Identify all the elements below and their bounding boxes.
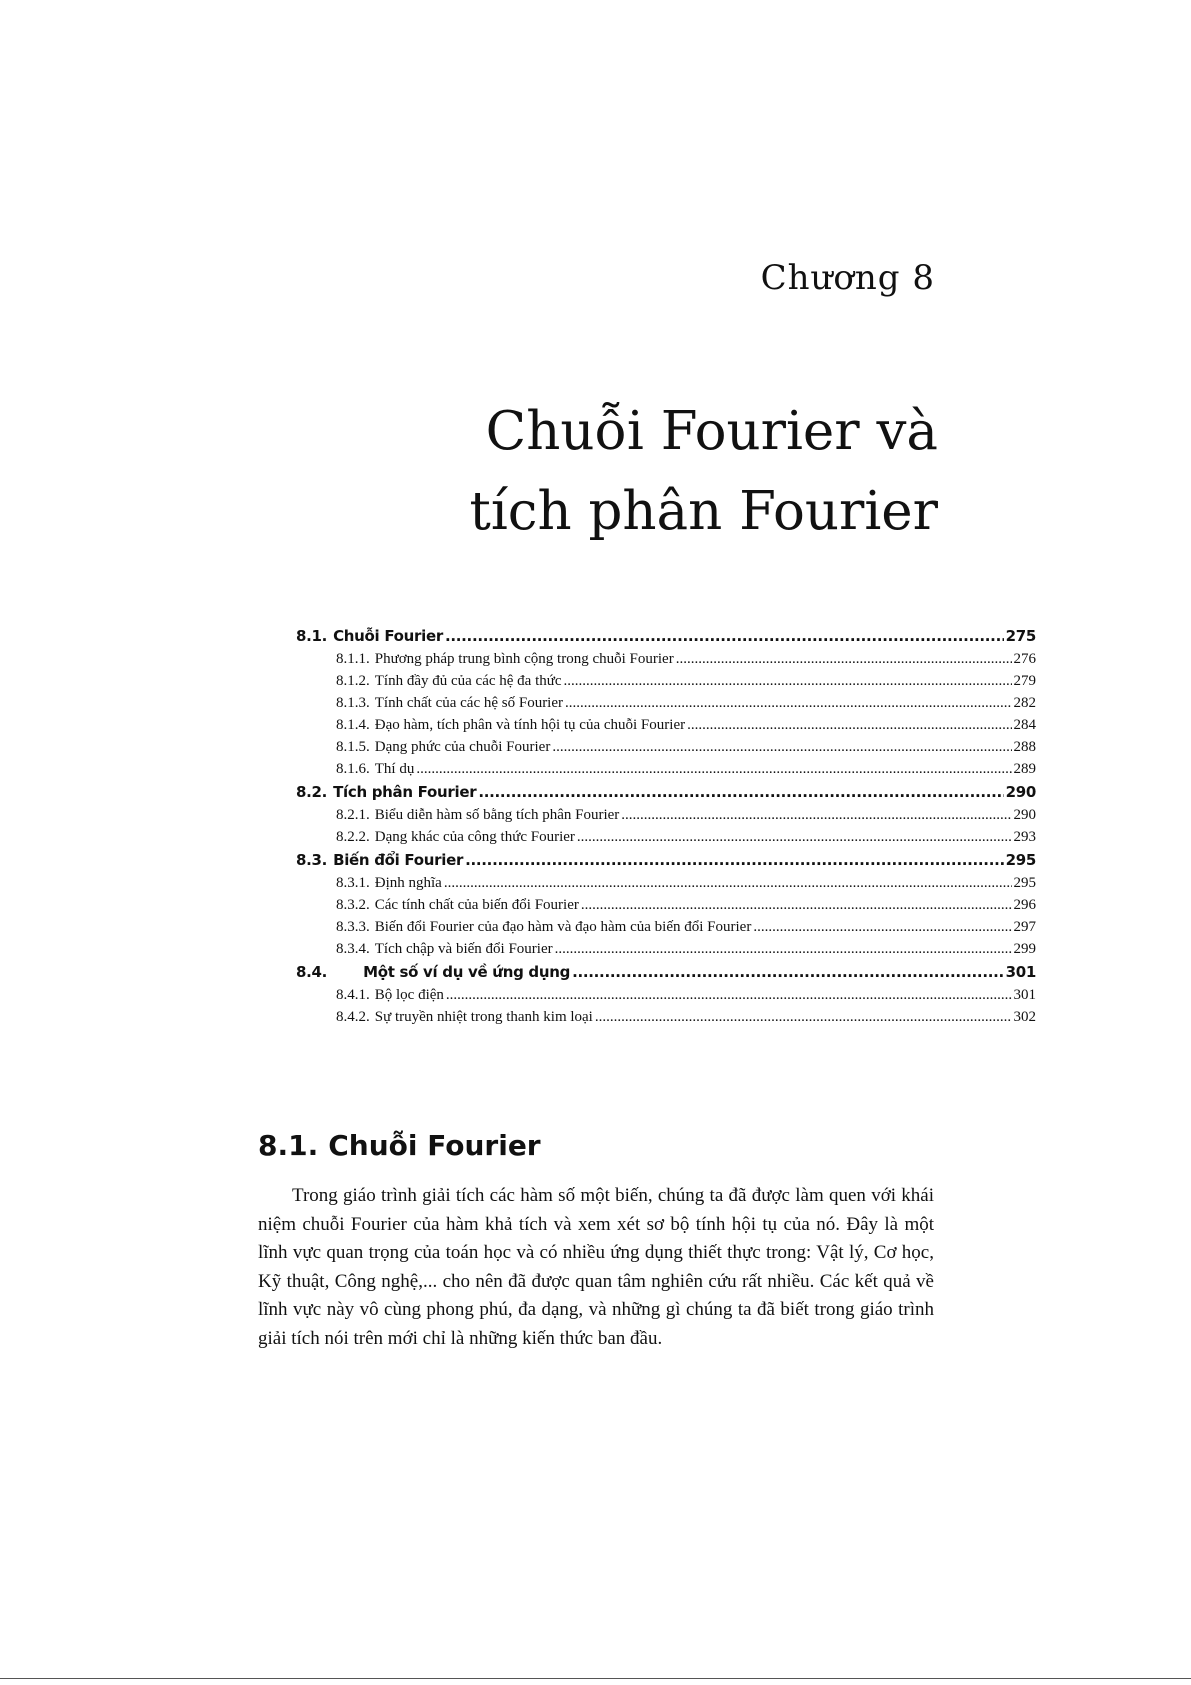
toc-section-number: 8.1.: [296, 627, 328, 645]
toc-subsection-title: Biến đổi Fourier của đạo hàm và đạo hàm của biến đổi Fourier: [374, 919, 752, 935]
toc-leader: [676, 648, 1012, 670]
toc-leader: [577, 826, 1012, 848]
toc-subsection[interactable]: [296, 736, 1036, 758]
toc-leader: [621, 804, 1011, 826]
toc-leader: [565, 692, 1011, 714]
toc-subsection-number: 8.3.3.: [336, 919, 370, 935]
toc-subsection[interactable]: [296, 648, 1036, 670]
toc-subsection-number: 8.2.2.: [336, 829, 370, 845]
toc-section-number: 8.2.: [296, 783, 328, 801]
toc-subsection-title: Dạng khác của công thức Fourier: [374, 829, 575, 845]
toc-page-number: 299: [1013, 941, 1036, 957]
toc-page-number: 295: [1005, 851, 1036, 869]
toc-subsection-title: Tích chập và biến đổi Fourier: [374, 941, 553, 957]
toc-page-number: 293: [1013, 829, 1036, 845]
toc-section-number: 8.4.: [296, 963, 328, 981]
toc-subsection-number: 8.1.2.: [336, 673, 370, 689]
toc-page-number: 289: [1013, 761, 1036, 777]
toc-section[interactable]: [296, 848, 1036, 872]
toc-leader: [572, 960, 1004, 984]
toc-section[interactable]: [296, 960, 1036, 984]
toc-page-number: 301: [1005, 963, 1036, 981]
toc-subsection[interactable]: [296, 714, 1036, 736]
toc-subsection-number: 8.4.2.: [336, 1009, 370, 1025]
toc-page-number: 295: [1013, 875, 1036, 891]
toc-page-number: 290: [1005, 783, 1036, 801]
toc-subsection-title: Đạo hàm, tích phân và tính hội tụ của chuỗi Fourier: [374, 717, 686, 733]
chapter-title-line-2: tích phân Fourier: [469, 481, 938, 542]
toc-page-number: 290: [1013, 807, 1036, 823]
toc-leader: [416, 758, 1011, 780]
toc-section-title: Tích phân Fourier: [333, 783, 477, 801]
toc-subsection-title: Sự truyền nhiệt trong thanh kim loại: [374, 1009, 593, 1025]
section-heading-number: 8.1.: [258, 1129, 319, 1162]
toc-subsection-number: 8.4.1.: [336, 987, 370, 1003]
toc-leader: [581, 894, 1012, 916]
toc-leader: [465, 848, 1004, 872]
toc-subsection[interactable]: [296, 670, 1036, 692]
toc-subsection[interactable]: [296, 872, 1036, 894]
toc-page-number: 276: [1013, 651, 1036, 667]
toc-page-number: 297: [1013, 919, 1036, 935]
toc-subsection[interactable]: [296, 692, 1036, 714]
table-of-contents: [296, 624, 1036, 1028]
toc-subsection-title: Dạng phức của chuỗi Fourier: [374, 739, 551, 755]
toc-subsection-number: 8.1.6.: [336, 761, 370, 777]
toc-section-number: 8.3.: [296, 851, 328, 869]
toc-leader: [555, 938, 1012, 960]
toc-subsection-title: Phương pháp trung bình cộng trong chuỗi Fourier: [374, 651, 674, 667]
toc-page-number: 302: [1013, 1009, 1036, 1025]
toc-section[interactable]: [296, 780, 1036, 804]
section-heading-title: Chuỗi Fourier: [328, 1129, 541, 1162]
chapter-title: [470, 392, 938, 552]
toc-subsection-number: 8.2.1.: [336, 807, 370, 823]
toc-page-number: 282: [1013, 695, 1036, 711]
toc-subsection-title: Thí dụ: [374, 761, 415, 777]
toc-subsection-title: Tính chất của các hệ số Fourier: [374, 695, 564, 711]
toc-leader: [753, 916, 1011, 938]
toc-subsection[interactable]: [296, 826, 1036, 848]
toc-section-title: Biến đổi Fourier: [333, 851, 464, 869]
toc-subsection[interactable]: [296, 804, 1036, 826]
toc-subsection-number: 8.1.3.: [336, 695, 370, 711]
toc-page-number: 288: [1013, 739, 1036, 755]
chapter-title-line-1: Chuỗi Fourier và: [485, 401, 938, 462]
toc-subsection[interactable]: [296, 916, 1036, 938]
chapter-label: Chương 8: [760, 258, 935, 298]
toc-leader: [478, 780, 1003, 804]
toc-leader: [595, 1006, 1012, 1028]
toc-subsection-title: Bộ lọc điện: [374, 987, 444, 1003]
toc-subsection[interactable]: [296, 1006, 1036, 1028]
toc-subsection[interactable]: [296, 758, 1036, 780]
toc-leader: [564, 670, 1012, 692]
toc-section-title: Một số ví dụ về ứng dụng: [363, 963, 571, 981]
body-paragraph: Trong giáo trình giải tích các hàm số một biến, chúng ta đã được làm quen với khái niệm chuỗi Fourier của hàm khả tích và xem xét sơ bộ tính hội tụ của nó. Đây là một lĩnh vực quan trọng của toán học và có nhiều ứng dụng thiết thực trong: Vật lý, Cơ học, Kỹ thuật, Công nghệ,... cho nên đã được quan tâm nghiên cứu rất nhiều. Các kết quả về lĩnh vực này vô cùng phong phú, đa dạng, và những gì chúng ta đã biết trong giáo trình giải tích nói trên mới chỉ là những kiến thức ban đầu.: [258, 1185, 934, 1349]
toc-leader: [446, 984, 1012, 1006]
toc-section[interactable]: [296, 624, 1036, 648]
toc-section-title: Chuỗi Fourier: [333, 627, 443, 645]
toc-subsection-number: 8.1.1.: [336, 651, 370, 667]
toc-subsection-number: 8.3.1.: [336, 875, 370, 891]
toc-subsection-title: Tính đầy đủ của các hệ đa thức: [374, 673, 562, 689]
toc-subsection-number: 8.3.2.: [336, 897, 370, 913]
toc-subsection-number: 8.3.4.: [336, 941, 370, 957]
toc-leader: [687, 714, 1011, 736]
toc-leader: [445, 624, 1004, 648]
toc-leader: [444, 872, 1012, 894]
toc-subsection[interactable]: [296, 984, 1036, 1006]
toc-subsection-number: 8.1.4.: [336, 717, 370, 733]
toc-page-number: 296: [1013, 897, 1036, 913]
toc-subsection[interactable]: [296, 894, 1036, 916]
toc-subsection-title: Biểu diễn hàm số bằng tích phân Fourier: [374, 807, 620, 823]
toc-leader: [552, 736, 1011, 758]
footer-rule: [0, 1678, 1191, 1679]
toc-subsection[interactable]: [296, 938, 1036, 960]
toc-page-number: 301: [1013, 987, 1036, 1003]
toc-subsection-title: Các tính chất của biến đổi Fourier: [374, 897, 579, 913]
toc-page-number: 284: [1013, 717, 1036, 733]
toc-page-number: 279: [1013, 673, 1036, 689]
section-heading: [258, 1129, 541, 1162]
toc-page-number: 275: [1005, 627, 1036, 645]
toc-subsection-number: 8.1.5.: [336, 739, 370, 755]
toc-subsection-title: Định nghĩa: [374, 875, 442, 891]
